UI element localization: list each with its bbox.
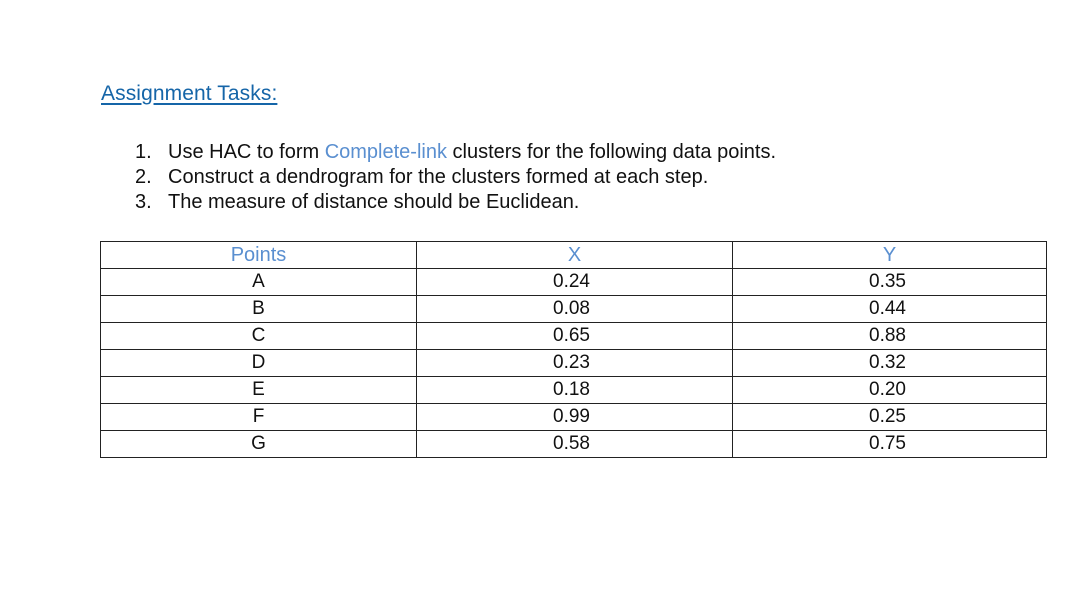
point-label: F	[101, 404, 417, 431]
x-value: 0.08	[417, 296, 733, 323]
column-header-x: X	[417, 242, 733, 269]
x-value: 0.58	[417, 431, 733, 458]
task-text: Use HAC to form	[168, 141, 325, 163]
table-row	[101, 431, 1047, 458]
table-row	[101, 269, 1047, 296]
y-value: 0.25	[733, 404, 1047, 431]
point-label: G	[101, 431, 417, 458]
task-text: The measure of distance should be Euclidean.	[168, 191, 580, 213]
point-label: E	[101, 377, 417, 404]
point-label: A	[101, 269, 417, 296]
y-value: 0.75	[733, 431, 1047, 458]
y-value: 0.20	[733, 377, 1047, 404]
task-number: 2.	[135, 166, 152, 188]
table-row	[101, 323, 1047, 350]
task-list	[135, 140, 776, 215]
column-header-y: Y	[733, 242, 1047, 269]
column-header-points: Points	[101, 242, 417, 269]
y-value: 0.32	[733, 350, 1047, 377]
task-number: 1.	[135, 141, 152, 163]
table-header-row	[101, 242, 1047, 269]
point-label: C	[101, 323, 417, 350]
table-row	[101, 350, 1047, 377]
complete-link-term: Complete-link	[324, 141, 447, 163]
task-text: Construct a dendrogram for the clusters formed at each step.	[168, 166, 709, 188]
y-value: 0.35	[733, 269, 1047, 296]
table-row	[101, 296, 1047, 323]
y-value: 0.88	[733, 323, 1047, 350]
x-value: 0.65	[417, 323, 733, 350]
x-value: 0.99	[417, 404, 733, 431]
y-value: 0.44	[733, 296, 1047, 323]
task-item-2	[135, 165, 776, 190]
x-value: 0.18	[417, 377, 733, 404]
point-label: B	[101, 296, 417, 323]
task-number: 3.	[135, 191, 152, 213]
x-value: 0.23	[417, 350, 733, 377]
data-points-table	[100, 241, 1047, 458]
task-text: clusters for the following data points.	[446, 141, 777, 163]
table-row	[101, 377, 1047, 404]
point-label: D	[101, 350, 417, 377]
task-item-3	[135, 190, 776, 215]
x-value: 0.24	[417, 269, 733, 296]
task-item-1	[135, 140, 776, 165]
assignment-heading: Assignment Tasks:	[101, 82, 278, 105]
table-row	[101, 404, 1047, 431]
